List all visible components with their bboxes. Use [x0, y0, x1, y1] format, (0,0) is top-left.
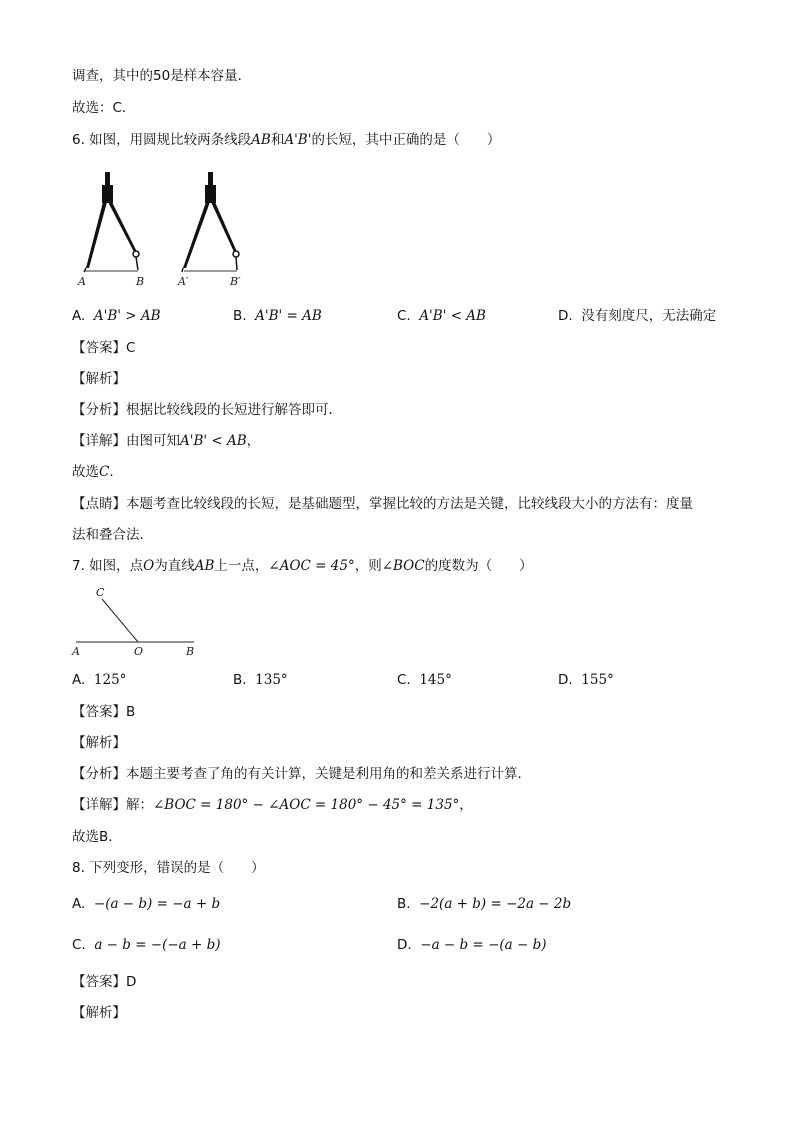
conclusion-line [72, 463, 114, 481]
math-expression: ∠AOC = 45° [268, 558, 355, 574]
option-letter: C. [397, 672, 411, 688]
point-label-a: A [72, 645, 80, 658]
option-d [558, 307, 716, 325]
option-text: A'B' = AB [255, 308, 322, 324]
fenxi-line [72, 765, 531, 783]
point-label: O [143, 558, 155, 574]
fenxi-text: 本题主要考查了角的有关计算，关键是利用角的和差关系进行计算． [126, 766, 531, 782]
xiangjie-text: ， [246, 433, 261, 449]
option-a [72, 307, 161, 325]
option-a [72, 671, 126, 689]
answer-label: 【答案】 [72, 340, 126, 356]
angle-figure [70, 582, 210, 660]
dianjing-line-2: 法和叠合法. [72, 527, 144, 543]
option-text: 没有刻度尺，无法确定 [581, 308, 717, 324]
point-label-b-prime: B′ [230, 275, 241, 288]
math-expression: A'B' < AB [180, 433, 247, 449]
option-letter: D. [397, 937, 412, 953]
option-c [397, 307, 486, 325]
option-letter: C. [72, 937, 86, 953]
option-letter: D. [558, 308, 573, 324]
option-c [397, 671, 452, 689]
ray-oc [102, 599, 138, 642]
point-label-a-prime: A′ [178, 275, 189, 288]
xiangjie-line [72, 796, 473, 814]
answer-line [72, 973, 136, 991]
option-b [233, 671, 288, 689]
answer-label: 【答案】 [72, 704, 126, 720]
option-text: 135° [255, 672, 288, 688]
option-text: a − b = −(−a + b) [94, 937, 221, 953]
option-letter: C. [397, 308, 411, 324]
option-text: −2(a + b) = −2a − 2b [419, 896, 572, 912]
option-text: −a − b = −(a − b) [420, 937, 547, 953]
point-label-b: B [186, 645, 195, 658]
option-letter: A. [72, 896, 86, 912]
segment-label: AB [251, 132, 271, 148]
answer-value: C [126, 340, 136, 356]
answer-value: B [126, 704, 136, 720]
option-text: A'B' < AB [419, 308, 486, 324]
option-a [72, 895, 220, 913]
math-expression: ∠BOC [381, 558, 425, 574]
stem-text: 和 [270, 132, 285, 148]
point-label-a: A [78, 275, 86, 288]
dianjing-line [72, 495, 693, 513]
option-letter: B. [397, 896, 411, 912]
stem-text: 为直线 [154, 558, 195, 574]
stem-text: 的度数为（ ） [424, 558, 533, 574]
fenxi-label: 【分析】 [72, 766, 126, 782]
math-expression: ∠BOC = 180° − ∠AOC = 180° − 45° = 135° [153, 797, 460, 813]
option-text: −(a − b) = −a + b [93, 896, 221, 912]
option-b [233, 307, 322, 325]
option-text: 125° [93, 672, 127, 688]
answer-line [72, 703, 135, 721]
point-label-c: C [96, 586, 105, 599]
option-letter: A. [72, 672, 86, 688]
analysis-heading: 【解析】 [72, 371, 126, 387]
option-letter: D. [558, 672, 573, 688]
option-d [558, 671, 614, 689]
point-label-o: O [134, 645, 144, 658]
segment-label: A'B' [284, 132, 312, 148]
dianjing-label: 【点睛】 [72, 496, 126, 512]
fenxi-line [72, 401, 342, 419]
xiangjie-text: ， [459, 797, 473, 813]
dianjing-text: 本题考查比较线段的长短，是基础题型，掌握比较的方法是关键，比较线段大小的方法有：度量 [126, 496, 693, 512]
question-8-stem: 8. 下列变形，错误的是（ ） [72, 860, 265, 876]
conclusion-line: 故选B． [72, 829, 122, 845]
question-7-stem [72, 557, 533, 575]
answer-value: D [126, 974, 137, 990]
xiangjie-text: 解： [126, 797, 153, 813]
question-6-stem [72, 131, 500, 149]
stem-text: 7. 如图，点 [72, 558, 144, 574]
option-b [397, 895, 571, 913]
option-letter: B. [233, 308, 247, 324]
option-c [72, 936, 221, 954]
stem-text: 上一点， [214, 558, 269, 574]
analysis-heading: 【解析】 [72, 735, 126, 751]
fenxi-text: 根据比较线段的长短进行解答即可． [126, 402, 342, 418]
analysis-heading: 【解析】 [72, 1005, 126, 1021]
option-d [397, 936, 547, 954]
stem-text: ，则 [354, 558, 382, 574]
conclusion-text: . [109, 464, 114, 480]
point-label-b: B [136, 275, 145, 288]
option-text: 145° [419, 672, 452, 688]
option-text: A'B' > AB [93, 308, 161, 324]
compass-figure [72, 168, 262, 290]
xiangjie-label: 【详解】 [72, 797, 126, 813]
stem-text: 的长短，其中正确的是（ ） [311, 132, 501, 148]
compass-icon [84, 172, 139, 272]
math-expression: C [99, 464, 110, 480]
option-text: 155° [581, 672, 614, 688]
xiangjie-text: 由图可知 [126, 433, 180, 449]
answer-label: 【答案】 [72, 974, 126, 990]
line-label: AB [194, 558, 215, 574]
answer-line [72, 339, 135, 357]
option-letter: A. [72, 308, 86, 324]
xiangjie-line [72, 432, 260, 450]
compass-icon [182, 172, 239, 272]
xiangjie-label: 【详解】 [72, 433, 126, 449]
stem-text: 6. 如图，用圆规比较两条线段 [72, 132, 252, 148]
option-letter: B. [233, 672, 247, 688]
fenxi-label: 【分析】 [72, 402, 126, 418]
conclusion-text: 故选 [72, 464, 99, 480]
paragraph: 调查，其中的50是样本容量． [72, 68, 252, 84]
paragraph: 故选：C． [72, 100, 136, 116]
